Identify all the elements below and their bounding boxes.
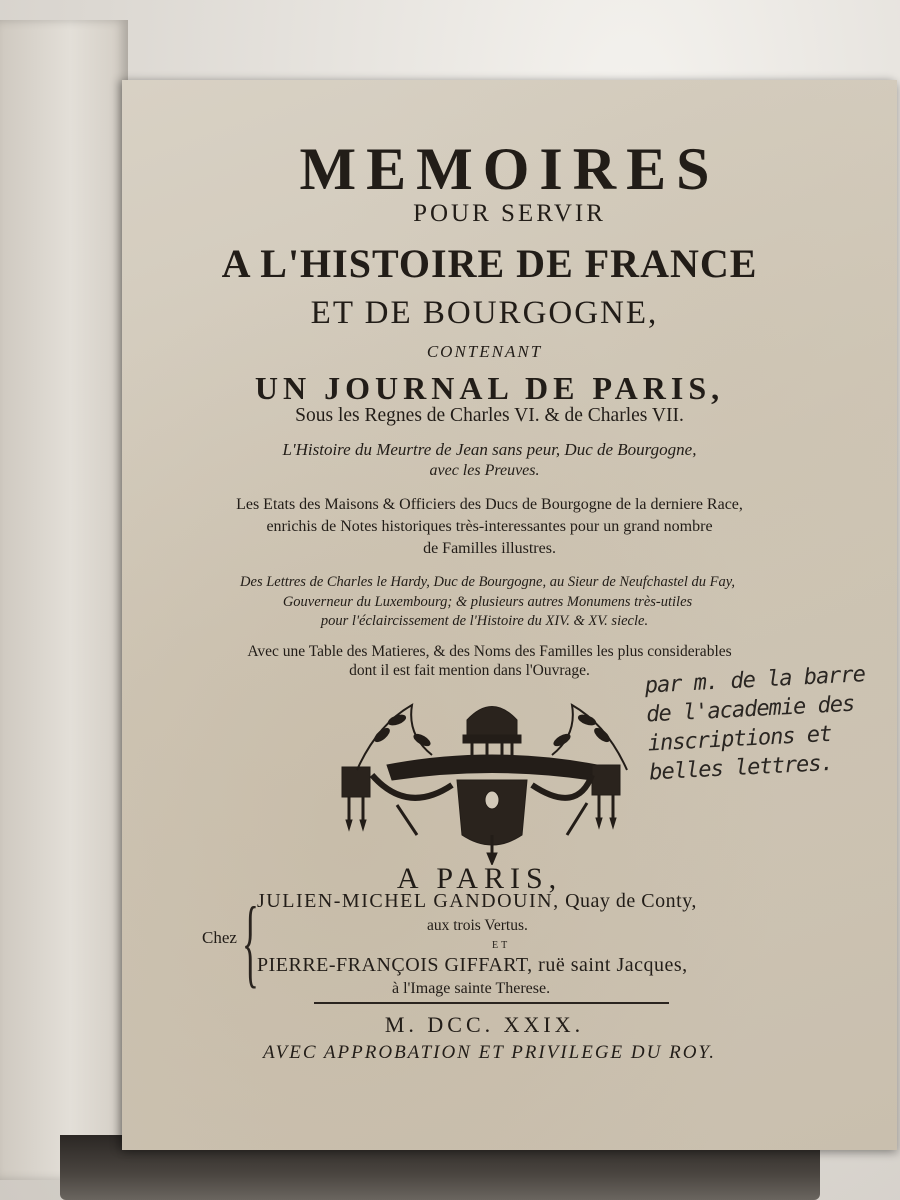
imprint-rule bbox=[314, 1002, 669, 1004]
printer-1-name: JULIEN-MICHEL GANDOUIN, bbox=[257, 890, 560, 912]
title-page bbox=[122, 80, 897, 1150]
subtitle-2: A L'HISTOIRE DE FRANCE bbox=[221, 241, 758, 286]
handwritten-note bbox=[644, 659, 900, 792]
printer-2-address: ruë saint Jacques, bbox=[538, 954, 688, 976]
histoire-line-1: L'Histoire du Meurtre de Jean sans peur, Duc de Bourgogne, bbox=[282, 440, 697, 459]
journal-title: UN JOURNAL DE PARIS, bbox=[254, 370, 725, 406]
handwritten-line-1: par m. de la barre bbox=[644, 662, 866, 699]
imprint-year: M. DCC. XXIX. bbox=[384, 1012, 585, 1037]
journal-reigns: Sous les Regnes de Charles VI. & de Charles VII. bbox=[295, 405, 684, 426]
handwritten-line-3: inscriptions et bbox=[647, 721, 832, 757]
handwritten-line-4: belles lettres. bbox=[648, 750, 834, 786]
table-line-1: Avec une Table des Matieres, & des Noms des Familles les plus considerables bbox=[247, 643, 732, 660]
printer-1 bbox=[257, 890, 697, 913]
imprint-et: ET bbox=[492, 940, 511, 951]
brace-icon: { bbox=[242, 886, 259, 997]
contenant-label: CONTENANT bbox=[426, 342, 543, 361]
imprint-chez: Chez bbox=[202, 928, 237, 947]
subtitle-1: POUR SERVIR bbox=[413, 200, 606, 227]
printer-1-sign: aux trois Vertus. bbox=[427, 917, 528, 934]
printer-2-name: PIERRE-FRANÇOIS GIFFART, bbox=[257, 954, 533, 976]
lettres-line-1: Des Lettres de Charles le Hardy, Duc de Bourgogne, au Sieur de Neufchastel du Fay, bbox=[240, 574, 735, 590]
book-title: MEMOIRES bbox=[299, 136, 720, 202]
lettres-line-3: pour l'éclaircissement de l'Histoire du XIV. & XV. siecle. bbox=[320, 613, 649, 629]
printer-2 bbox=[257, 954, 688, 977]
etats-line-2: enrichis de Notes historiques très-interessantes pour un grand nombre bbox=[266, 518, 713, 535]
table-line-2: dont il est fait mention dans l'Ouvrage. bbox=[349, 662, 590, 679]
subtitle-3: ET DE BOURGOGNE, bbox=[310, 295, 659, 331]
crown-ornament-icon bbox=[337, 685, 647, 865]
lettres-line-2: Gouverneur du Luxembourg; & plusieurs autres Monumens très-utiles bbox=[282, 594, 693, 610]
histoire-line-2: avec les Preuves. bbox=[429, 462, 540, 479]
imprint-city: A PARIS, bbox=[396, 862, 563, 895]
printer-1-address: Quay de Conty, bbox=[565, 890, 697, 912]
etats-line-3: de Familles illustres. bbox=[423, 540, 556, 557]
etats-line-1: Les Etats des Maisons & Officiers des Ducs de Bourgogne de la derniere Race, bbox=[236, 496, 743, 513]
imprint-privilege: AVEC APPROBATION ET PRIVILEGE DU ROY. bbox=[262, 1042, 717, 1063]
printer-2-sign: à l'Image sainte Therese. bbox=[392, 980, 551, 997]
handwritten-line-2: de l'academie des bbox=[645, 691, 855, 728]
